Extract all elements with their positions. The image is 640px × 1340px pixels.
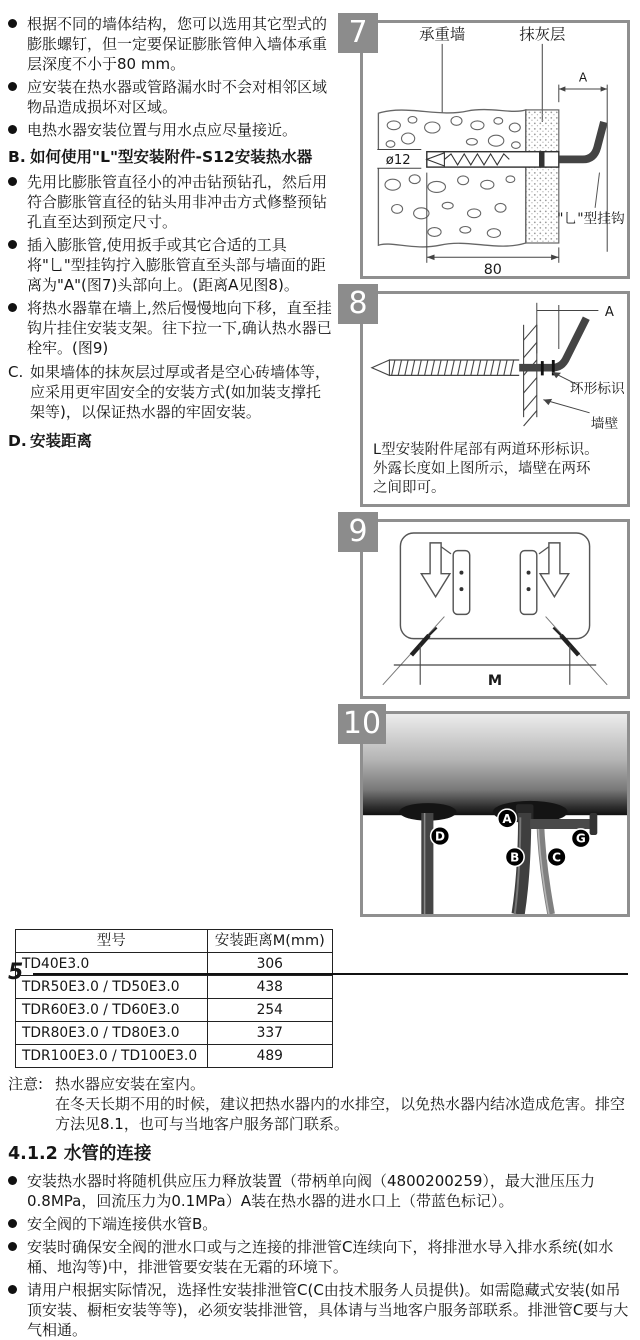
bullet-item	[8, 1280, 630, 1340]
wall-label: 承重墙	[419, 25, 466, 44]
l-hook	[559, 122, 604, 159]
bullet-text: 将热水器靠在墙上,然后慢慢地向下移，直至挂钩片挂住安装支架。往下拉一下,确认热水器已栓牢。(图9)	[27, 299, 332, 357]
bullet-icon	[8, 1242, 17, 1251]
bullet-text: 安装时确保安全阀的泄水口或与之连接的排泄管C连续向下，将排泄水导入排水系统(如水桶、地沟等)中，排泄管要安装在无霜的环境下。	[27, 1238, 614, 1277]
bullet-text: 根据不同的墙体结构，您可以选用其它型式的膨胀螺钉，但一定要保证膨胀管伸入墙体承重层深度不小于80 mm。	[27, 15, 328, 73]
label-c: C	[552, 850, 562, 865]
bullet-icon	[8, 1176, 17, 1185]
figures-column	[338, 14, 630, 929]
note-label: 注意:	[8, 1075, 44, 1094]
figure-7	[338, 15, 630, 279]
page-number: 5	[8, 960, 24, 985]
dim-80-label: 80	[483, 261, 502, 276]
cell-distance: 438	[207, 976, 332, 999]
section-412-heading: 4.1.2 水管的连接	[8, 1144, 152, 1165]
tank-bottom	[363, 714, 627, 815]
figure-9-badge: 9	[338, 512, 378, 552]
table-row	[16, 1022, 333, 1045]
footer-rule	[33, 973, 628, 975]
dim-a-label: A	[578, 70, 588, 85]
bullet-icon	[8, 82, 17, 91]
install-distance-table	[15, 929, 333, 1068]
label-d: D	[434, 829, 446, 844]
cell-distance: 254	[207, 999, 332, 1022]
bullet-icon	[8, 1219, 17, 1228]
section-c-label: C.	[8, 363, 24, 381]
bullet-icon	[8, 125, 17, 134]
bullet-icon	[8, 177, 17, 186]
col-header-distance: 安装距离M(mm)	[207, 930, 332, 953]
figure-8-frame	[360, 291, 630, 507]
cell-model: TDR100E3.0 / TD100E3.0	[16, 1045, 208, 1068]
bullet-icon	[8, 303, 17, 312]
cell-model: TDR50E3.0 / TD50E3.0	[16, 976, 208, 999]
wall-cross-section	[378, 110, 525, 247]
ring-label: 环形标识	[569, 380, 625, 397]
note-block	[8, 1074, 630, 1134]
bullet-text: 请用户根据实际情况，选择性安装排泄管C(C由技术服务人员提供)。如需隐藏式安装(如吊顶安装、橱柜安装等等)，必须安装排泄管，具体请与当地客户服务部联系。排泄管C要与大气相通。	[27, 1281, 629, 1340]
plaster-layer	[526, 110, 559, 243]
section-d-title: 安装距离	[30, 432, 93, 450]
bracket-left	[453, 551, 469, 615]
cell-distance: 489	[207, 1045, 332, 1068]
figure-8-caption: L型安装附件尾部有两道环形标识。外露长度如上图所示，墙壁在两环之间即可。	[373, 442, 599, 497]
note-line1: 热水器应安装在室内。	[55, 1075, 206, 1094]
table-header-row	[16, 930, 333, 953]
figure-9-diagram	[363, 522, 627, 696]
hook-label: "乚"型挂钩	[557, 211, 625, 228]
cell-distance: 337	[207, 1022, 332, 1045]
label-g: G	[575, 831, 586, 846]
label-b: B	[510, 850, 520, 865]
table-row	[16, 999, 333, 1022]
page-footer	[8, 962, 628, 984]
figure-8-badge: 8	[338, 284, 378, 324]
wall-hatch	[524, 325, 537, 426]
note-rest: 在冬天长期不用的时候，建议把热水器内的水排空，以免热水器内结冰造成危害。排空方法见8.1，也可与当地客户服务部门联系。	[55, 1095, 626, 1134]
screw-tip	[372, 360, 390, 375]
figure-8	[338, 286, 630, 507]
section-d-label: D.	[8, 432, 27, 450]
bullet-text: 安装热水器时将随机供应压力释放装置（带柄单向阀（4800200259），最大泄压压力0.8MPa，回流压力为0.1MPa）A装在热水器的进水口上（带蓝色标记）。	[27, 1172, 595, 1211]
figure-7-badge: 7	[338, 13, 378, 53]
col-header-model: 型号	[16, 930, 208, 953]
bullet-item	[8, 1237, 630, 1277]
bullet-text: 应安装在热水器或管路漏水时不会对相邻区域物品造成损坏对区域。	[27, 78, 328, 116]
bullet-text: 先用比膨胀管直径小的冲击钻预钻孔，然后用符合膨胀管直径的钻头用非冲击方式修整预钻孔直至达到预定尺寸。	[27, 173, 328, 231]
cell-model: TD40E3.0	[16, 953, 208, 976]
bullet-icon	[8, 1285, 17, 1294]
screw-threads	[392, 360, 514, 375]
bullet-item	[8, 1214, 630, 1234]
bullet-text: 安全阀的下端连接供水管B。	[27, 1215, 218, 1234]
cell-model: TDR60E3.0 / TD60E3.0	[16, 999, 208, 1022]
figure-10	[338, 705, 630, 917]
figure-7-frame	[360, 20, 630, 279]
figure-10-photo	[363, 714, 627, 914]
pipe-d	[421, 813, 433, 914]
figure-10-badge: 10	[338, 704, 386, 744]
bullet-text: 电热水器安装位置与用水点应尽量接近。	[27, 121, 298, 139]
table-row	[16, 1045, 333, 1068]
bracket-right	[520, 551, 536, 615]
bullet-icon	[8, 240, 17, 249]
bullet-item	[8, 1171, 630, 1211]
bullet-text: 插入膨胀管,使用扳手或其它合适的工具将"乚"型挂钩拧入膨胀管直至头部与墙面的距离为"A"(图7)头部向上。(距离A见图8)。	[27, 236, 326, 294]
diameter-label: ø12	[385, 152, 411, 168]
section-c-text: 如果墙体的抹灰层过厚或者是空心砖墙体等，应采用更牢固安全的安装方式(如加装支撑托架等)，以保证热水器的牢固安装。	[30, 363, 331, 421]
section-b-title: 如何使用"L"型安装附件-S12安装热水器	[30, 148, 313, 166]
figure-9	[338, 514, 630, 699]
figure-9-frame	[360, 519, 630, 699]
bullet-icon	[8, 19, 17, 28]
figure-10-frame	[360, 711, 630, 917]
section-b-label: B.	[8, 148, 26, 166]
figure-8-diagram	[363, 294, 627, 439]
figure-7-diagram	[363, 23, 627, 276]
plaster-label: 抹灰层	[519, 25, 566, 44]
cell-model: TDR80E3.0 / TD80E3.0	[16, 1022, 208, 1045]
dim-m-label: M	[487, 672, 503, 689]
dim-a-label: A	[604, 304, 614, 320]
cell-distance: 306	[207, 953, 332, 976]
wall-label: 墙壁	[590, 416, 619, 433]
label-a: A	[502, 811, 512, 826]
